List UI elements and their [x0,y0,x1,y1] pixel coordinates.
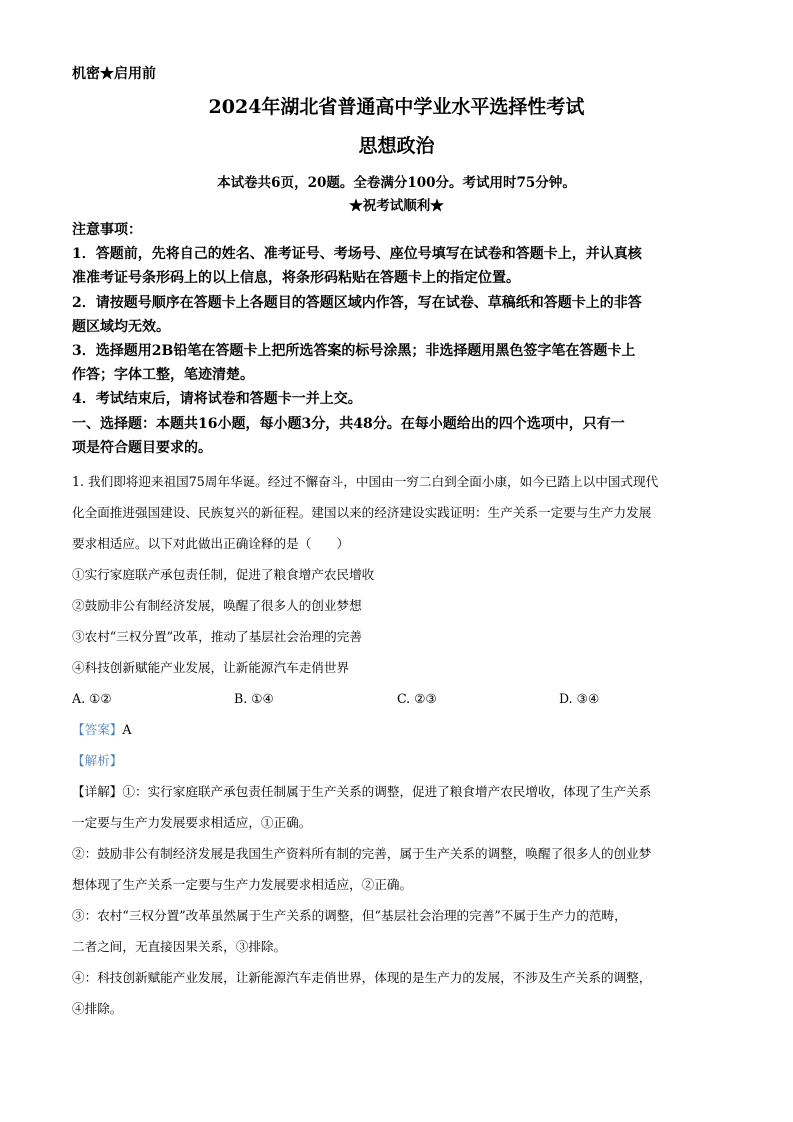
detail-line: ③：农村“三权分置”改革虽然属于生产关系的调整，但“基层社会治理的完善”不属于生产力的范畴， [72,908,627,923]
exam-title: 2024年湖北省普通高中学业水平选择性考试 [208,96,585,118]
exam-info: 本试卷共6页，20题。全卷满分100分。考试用时75分钟。 [217,175,576,191]
analysis-line [72,745,742,776]
notice-line: 准准考证号条形码上的以上信息，将条形码粘贴在答题卡上的指定位置。 [72,270,520,287]
option-b: B. ①④ [234,691,274,706]
detail-line: 想体现了生产关系一定要与生产力发展要求相适应，②正确。 [72,877,413,892]
detail-tag: 【详解】 [72,784,123,799]
detail-line: ④：科技创新赋能产业发展，让新能源汽车走俏世界，体现的是生产力的发展，不涉及生产关系的调整， [72,970,652,985]
question-1 [72,466,742,1024]
detail-line: ④排除。 [72,1001,123,1016]
notice-line: 作答；字体工整，笔迹清楚。 [72,367,254,384]
notice-line: 1．答题前，先将自己的姓名、准考证号、考场号、座位号填写在试卷和答题卡上，并认真核 [72,246,642,263]
detail-line: 二者之间，无直接因果关系，③排除。 [72,939,287,954]
statement-4: ④科技创新赋能产业发展，让新能源汽车走俏世界 [72,660,350,675]
notice-section [72,218,732,460]
question-stem-line: 1. 我们即将迎来祖国75周年华诞。经过不懈奋斗，中国由一穷二白到全面小康，如今已踏上以中国式现代 [72,474,659,489]
option-a: A. ①② [72,691,112,706]
statement-3: ③农村“三权分置”改革，推动了基层社会治理的完善 [72,629,362,644]
answer-tag: 【答案】 [72,722,123,737]
answer-value: A [122,722,132,737]
subject-title: 思想政治 [358,135,435,157]
option-c: C. ②③ [397,691,437,706]
detail-text: ①：实行家庭联产承包责任制属于生产关系的调整，促进了粮食增产农民增收，体现了生产关系 [122,784,652,799]
notice-line: 2．请按题号顺序在答题卡上各题目的答题区域内作答，写在试卷、草稿纸和答题卡上的非答 [72,294,642,311]
section-heading-line: 项是符合题目要求的。 [72,439,212,456]
detail-line: ②：鼓励非公有制经济发展是我国生产资料所有制的完善，属于生产关系的调整，唤醒了很多人的创业梦 [72,846,652,861]
answer-line [72,714,742,745]
notice-heading: 注意事项： [72,222,142,238]
option-d: D. ③④ [559,691,600,706]
detail-line: 一定要与生产力发展要求相适应，①正确。 [72,815,312,830]
notice-line: 4．考试结束后，请将试卷和答题卡一并上交。 [72,391,362,408]
notice-line: 题区域均无效。 [72,318,170,335]
analysis-tag: 【解析】 [72,753,123,768]
question-stem-line: 化全面推进强国建设、民族复兴的新征程。建国以来的经济建设实践证明：生产关系一定要与生产力发展 [72,505,652,520]
statement-1: ①实行家庭联产承包责任制，促进了粮食增产农民增收 [72,567,375,582]
detail-line [72,776,742,807]
question-stem-line: 要求相适应。以下对此做出正确诠释的是（ ） [72,536,350,551]
statement-2: ②鼓励非公有制经济发展，唤醒了很多人的创业梦想 [72,598,362,613]
confidential-label: 机密★启用前 [72,66,156,82]
exam-wish: ★祝考试顺利★ [349,198,444,214]
answer-options [72,683,742,714]
notice-line: 3．选择题用2B铅笔在答题卡上把所选答案的标号涂黑；非选择题用黑色签字笔在答题卡上 [72,343,636,360]
section-heading-line: 一、选择题：本题共16小题，每小题3分，共48分。在每小题给出的四个选项中，只有一 [72,415,625,432]
